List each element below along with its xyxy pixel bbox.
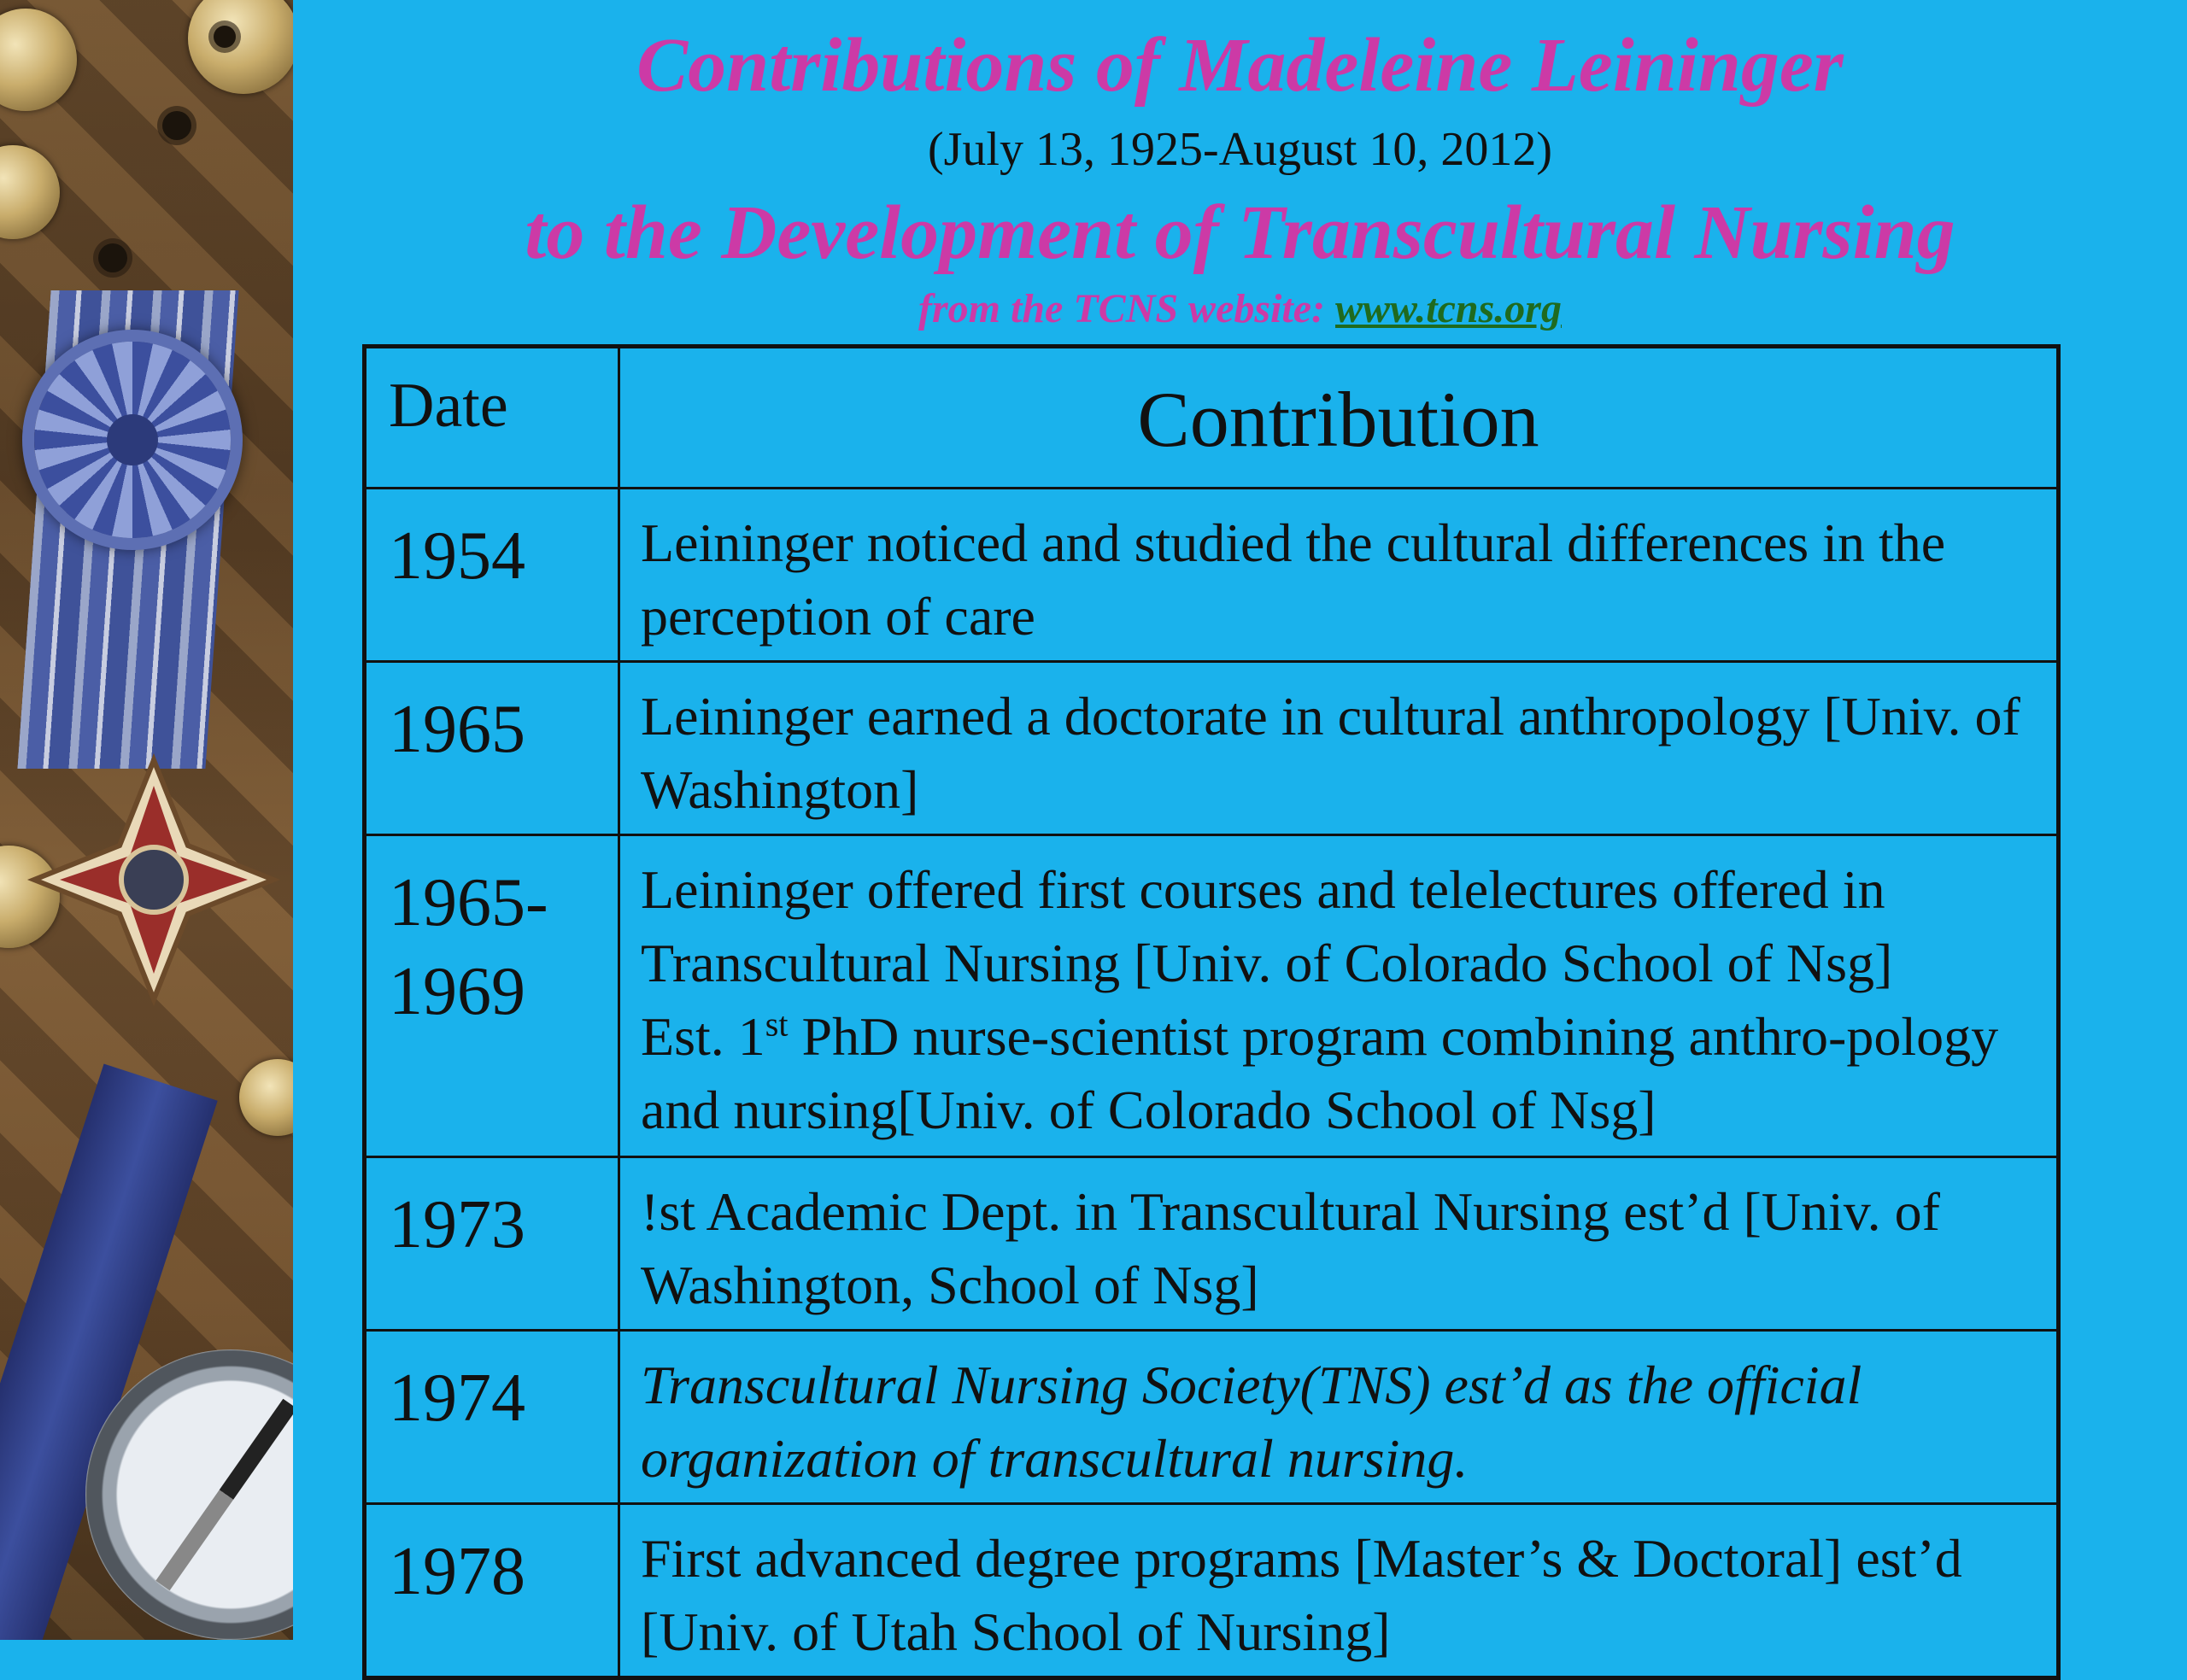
row-contribution bbox=[619, 835, 2059, 1157]
ordinal-suffix: st bbox=[765, 1004, 789, 1044]
table-row bbox=[365, 1331, 2059, 1504]
table-row bbox=[365, 1504, 2059, 1678]
title-line-2: to the Development of Transcultural Nursing bbox=[525, 190, 1955, 275]
row-contribution: Transcultural Nursing Society(TNS) est’d as the official organization of transcultural nursing. bbox=[619, 1331, 2059, 1504]
row-date: 1965 bbox=[365, 662, 619, 835]
table-header-row bbox=[365, 347, 2059, 489]
table-row bbox=[365, 489, 2059, 662]
source-prefix: from the TCNS website: bbox=[918, 286, 1336, 331]
row-date: 1954 bbox=[365, 489, 619, 662]
row-contribution: Leininger earned a doctorate in cultural anthropology [Univ. of Washington] bbox=[619, 662, 2059, 835]
lifespan-dates: (July 13, 1925-August 10, 2012) bbox=[927, 123, 1553, 176]
row-contribution: First advanced degree programs [Master’s & Doctoral] est’d [Univ. of Utah School of Nursing] bbox=[619, 1504, 2059, 1678]
tcns-website-link[interactable]: www.tcns.org bbox=[1335, 286, 1562, 331]
row-date-line-2: 1969 bbox=[389, 954, 525, 1029]
row-date: 1973 bbox=[365, 1157, 619, 1331]
row-date-line-1: 1965- bbox=[389, 865, 548, 940]
row-contribution: !st Academic Dept. in Transcultural Nursing est’d [Univ. of Washington, School of Nsg] bbox=[619, 1157, 2059, 1331]
table-row bbox=[365, 662, 2059, 835]
source-attribution bbox=[293, 284, 2187, 335]
title-line-1: Contributions of Madeleine Leininger bbox=[636, 23, 1844, 108]
decorative-medal-collage bbox=[0, 0, 293, 1640]
row-contribution-line-1: Leininger offered first courses and telelectures offered in Transcultural Nursing [Univ. of Colorado School of Nsg] bbox=[641, 859, 1893, 993]
row-date: 1974 bbox=[365, 1331, 619, 1504]
row-date bbox=[365, 835, 619, 1157]
header-contribution: Contribution bbox=[619, 347, 2059, 489]
table-row bbox=[365, 835, 2059, 1157]
row-contribution-line-2-prefix: Est. 1 bbox=[641, 1006, 765, 1067]
row-contribution: Leininger noticed and studied the cultural differences in the perception of care bbox=[619, 489, 2059, 662]
row-date: 1978 bbox=[365, 1504, 619, 1678]
row-contribution-line-2-rest: PhD nurse-scientist program combining anthro-pology and nursing[Univ. of Colorado School of Nsg] bbox=[641, 1006, 1999, 1140]
maltese-cross-medal-icon bbox=[26, 752, 282, 1008]
contributions-table bbox=[362, 344, 2061, 1680]
header-date: Date bbox=[365, 347, 619, 489]
table-row bbox=[365, 1157, 2059, 1331]
